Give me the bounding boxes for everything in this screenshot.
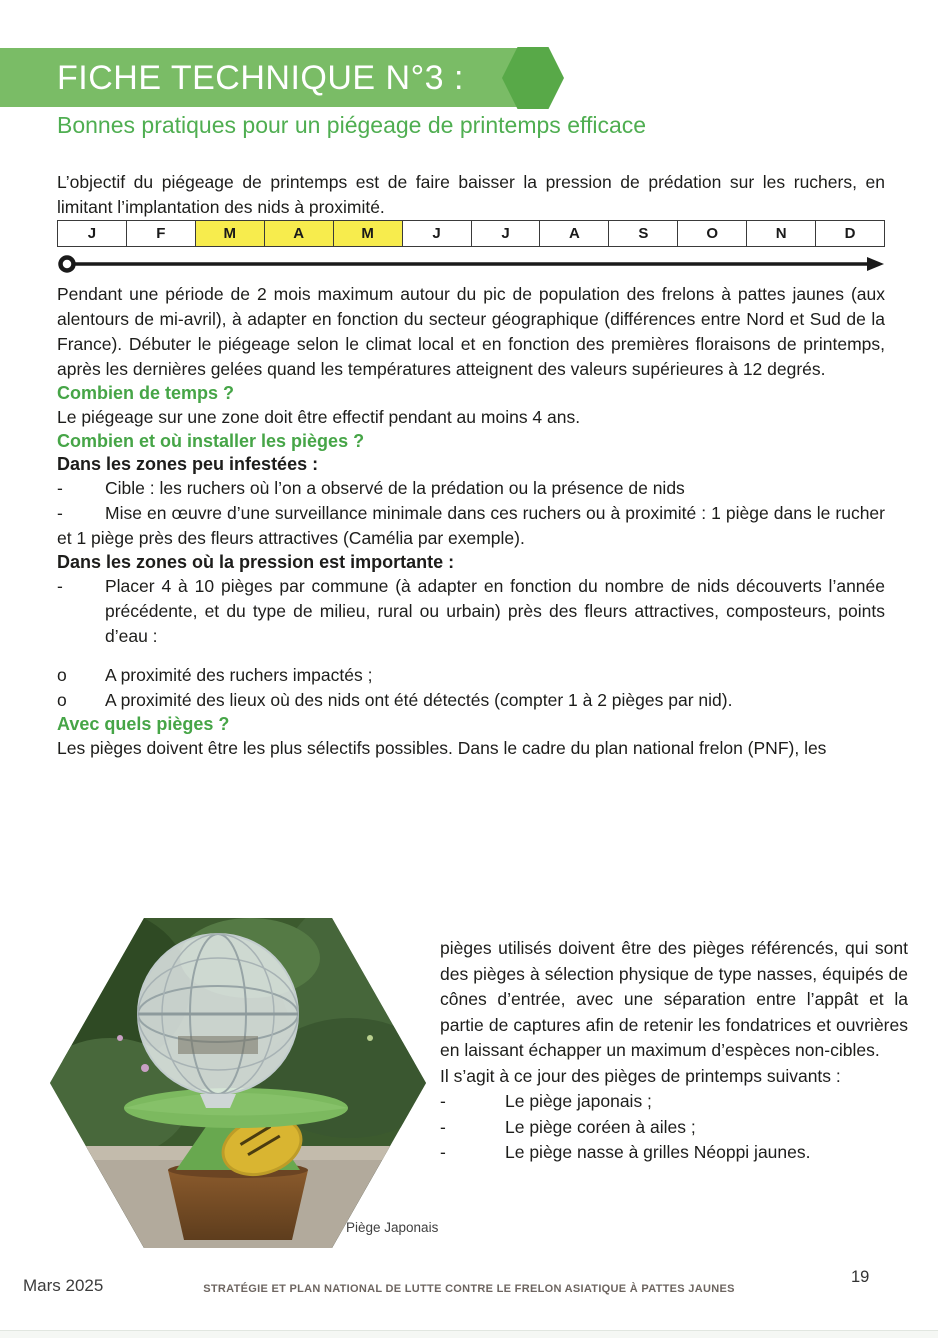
month-cell: M — [334, 221, 403, 246]
list-item — [440, 1089, 908, 1115]
dash-bullet-icon: - — [57, 503, 63, 523]
page-subtitle: Bonnes pratiques pour un piégeage de printemps efficace — [57, 112, 647, 138]
trap-photo — [50, 918, 426, 1248]
footer-date: Mars 2025 — [23, 1276, 104, 1295]
month-cell: F — [127, 221, 196, 246]
dash-bullet-icon: - — [440, 1142, 446, 1162]
list-item-text: Le piège coréen à ailes ; — [505, 1116, 696, 1137]
month-cell: N — [747, 221, 816, 246]
list-item — [57, 501, 885, 551]
list-item — [57, 688, 885, 713]
o-bullet-icon: o — [57, 690, 67, 710]
photo-caption: Piège Japonais — [346, 1220, 439, 1235]
heading-which-traps: Avec quels pièges ? — [57, 714, 230, 734]
bottom-strip — [0, 1330, 938, 1338]
dash-bullet-icon: - — [440, 1091, 446, 1111]
list-item — [440, 1115, 908, 1141]
traps-lead-paragraph: Les pièges doivent être les plus sélectifs possibles. Dans le cadre du plan national frelon (PNF), les — [57, 738, 827, 758]
list-item — [57, 574, 885, 649]
footer-running-title: STRATÉGIE ET PLAN NATIONAL DE LUTTE CONTRE LE FRELON ASIATIQUE À PATTES JAUNES — [203, 1283, 735, 1295]
period-paragraph: Pendant une période de 2 mois maximum autour du pic de population des frelons à pattes jaunes (aux alentours de mi-avril), à adapter en fonction du secteur géographique (différences entre Nord et Sud de la France). Débuter le piégeage selon le climat local et en fonction des premières floraisons de printemps, après les dernières gelées quand les températures atteignent des valeurs supérieures à 12 degrés. — [57, 284, 885, 379]
month-cell: D — [816, 221, 884, 246]
list-item-text: Le piège nasse à grilles Néoppi jaunes. — [505, 1142, 811, 1162]
subheading-low-zones: Dans les zones peu infestées : — [57, 454, 319, 474]
timeline-arrow-icon — [57, 254, 885, 274]
right-column — [440, 936, 908, 1166]
list-item-text: A proximité des lieux où des nids ont été détectés (compter 1 à 2 pièges par nid). — [105, 690, 733, 710]
list-item-text: Placer 4 à 10 pièges par commune (à adapter en fonction du nombre de nids découverts l’année précédente, et du type de milieu, rural ou urbain) près des fleurs attractives, composteurs, points d’eau : — [105, 576, 885, 646]
subheading-high-zones: Dans les zones où la pression est importante : — [57, 552, 455, 572]
dash-bullet-icon: - — [57, 576, 63, 596]
list-item-text: Cible : les ruchers où l’on a observé de la prédation ou la présence de nids — [105, 478, 685, 498]
traps-list-intro: Il s’agit à ce jour des pièges de printemps suivants : — [440, 1065, 841, 1086]
heading-duration: Combien de temps ? — [57, 383, 235, 403]
page-number: 19 — [851, 1268, 870, 1286]
list-item-text: A proximité des ruchers impactés ; — [105, 665, 373, 685]
month-cell: S — [609, 221, 678, 246]
month-calendar-strip — [57, 220, 885, 247]
main-column — [57, 170, 885, 761]
page-title: FICHE TECHNIQUE N°3 : — [57, 59, 464, 97]
dash-bullet-icon: - — [440, 1116, 446, 1137]
month-cell: M — [196, 221, 265, 246]
month-cell: O — [678, 221, 747, 246]
list-item-text: Le piège japonais ; — [505, 1091, 652, 1111]
list-item-text: Mise en œuvre d’une surveillance minimale dans ces ruchers ou à proximité : 1 piège dans le rucher et 1 piège près des fleurs attractives (Camélia par exemple). — [57, 503, 885, 548]
list-item — [57, 476, 885, 501]
dash-bullet-icon: - — [57, 478, 63, 498]
list-item — [440, 1140, 908, 1166]
month-cell: J — [58, 221, 127, 246]
month-cell: A — [265, 221, 334, 246]
o-bullet-icon: o — [57, 665, 67, 685]
intro-paragraph: L’objectif du piégeage de printemps est de faire baisser la pression de prédation sur les ruchers, en limitant l’implantation des nids à proximité. — [57, 172, 885, 217]
header-banner — [0, 48, 548, 107]
month-cell: J — [403, 221, 472, 246]
duration-text: Le piégeage sur une zone doit être effectif pendant au moins 4 ans. — [57, 407, 581, 427]
traps-continuation-paragraph: pièges utilisés doivent être des pièges référencés, qui sont des pièges à sélection physique de type nasses, équipés de cônes d’entrée, avec une séparation entre l’appât et la partie de captures afin de retenir les fondatrices et ouvrières en laissant échapper un maximum d’espèces non-cibles. — [440, 938, 908, 1060]
list-item — [57, 663, 885, 688]
month-cell: A — [540, 221, 609, 246]
month-cell: J — [472, 221, 541, 246]
heading-where: Combien et où installer les pièges ? — [57, 431, 365, 451]
